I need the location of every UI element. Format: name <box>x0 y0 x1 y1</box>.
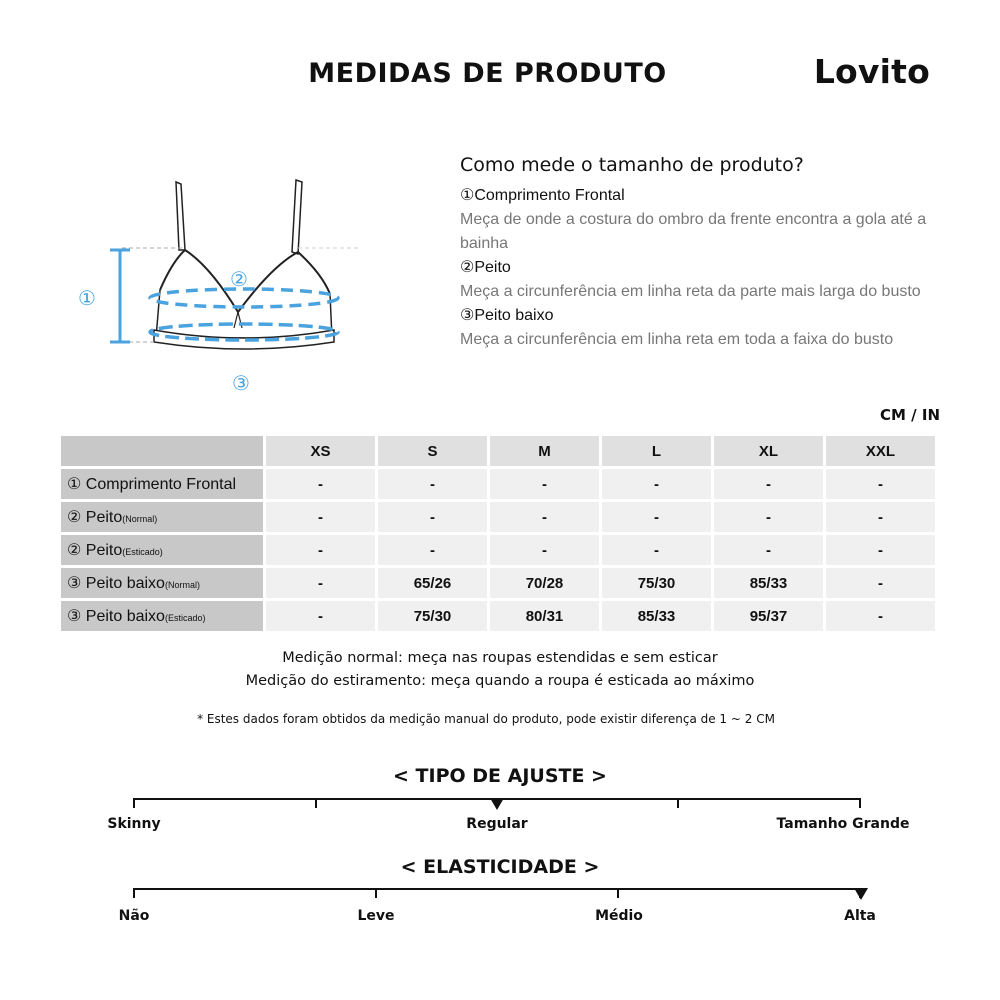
marker-3: ③ <box>232 371 250 395</box>
marker-1: ① <box>78 286 96 310</box>
table-cell: 85/33 <box>714 568 823 598</box>
fit-marker-icon <box>490 798 504 810</box>
table-row <box>61 601 935 631</box>
row-label <box>61 601 263 631</box>
row-label <box>61 535 263 565</box>
elasticity-tick <box>375 888 377 898</box>
fit-label: Tamanho Grande <box>776 816 910 832</box>
table-row <box>61 502 935 532</box>
table-cell: - <box>266 502 375 532</box>
how-to-description: Meça a circunferência em linha reta da parte mais larga do busto <box>460 283 921 300</box>
table-header-row <box>61 436 935 466</box>
fit-tick <box>677 798 679 808</box>
table-cell: - <box>826 535 935 565</box>
row-label <box>61 568 263 598</box>
fit-tick <box>315 798 317 808</box>
size-header: M <box>490 436 599 466</box>
row-label-text: ③ Peito baixo <box>67 608 165 625</box>
table-cell: - <box>266 535 375 565</box>
table-cell: 70/28 <box>490 568 599 598</box>
how-to-heading: ③Peito baixo <box>460 307 554 324</box>
bra-measurement-diagram <box>60 170 380 410</box>
table-row <box>61 568 935 598</box>
table-cell: - <box>602 469 711 499</box>
table-cell: - <box>714 502 823 532</box>
table-cell: 75/30 <box>602 568 711 598</box>
table-cell: - <box>826 469 935 499</box>
table-cell: - <box>266 568 375 598</box>
how-to-heading: ①Comprimento Frontal <box>460 187 625 204</box>
note-normal: Medição normal: meça nas roupas estendidas e sem esticar <box>282 650 718 666</box>
elasticity-scale-line <box>133 888 861 890</box>
table-cell: - <box>378 502 487 532</box>
marker-2: ② <box>230 267 248 291</box>
elasticity-marker-icon <box>854 888 868 900</box>
table-cell: 95/37 <box>714 601 823 631</box>
row-label <box>61 469 263 499</box>
table-cell: - <box>602 535 711 565</box>
table-row <box>61 469 935 499</box>
unit-label: CM / IN <box>880 406 940 424</box>
row-label-text: ① Comprimento Frontal <box>67 476 237 493</box>
how-to-heading: ②Peito <box>460 259 511 276</box>
row-label-text: ② Peito <box>67 509 123 526</box>
fit-label: Regular <box>466 816 528 832</box>
table-cell: - <box>826 502 935 532</box>
table-cell: 75/30 <box>378 601 487 631</box>
elasticity-tick <box>617 888 619 898</box>
note-stretch: Medição do estiramento: meça quando a roupa é esticada ao máximo <box>245 673 755 689</box>
fit-label: Skinny <box>107 816 161 832</box>
table-cell: - <box>490 469 599 499</box>
table-cell: 80/31 <box>490 601 599 631</box>
fit-title: < TIPO DE AJUSTE > <box>393 765 607 787</box>
size-header: L <box>602 436 711 466</box>
size-header: XXL <box>826 436 935 466</box>
size-table <box>58 433 938 634</box>
table-cell: - <box>490 535 599 565</box>
table-row <box>61 535 935 565</box>
elasticity-label: Leve <box>357 908 395 924</box>
how-to-question: Como mede o tamanho de produto? <box>460 154 804 176</box>
table-cell: - <box>266 601 375 631</box>
how-to-description: Meça de onde a costura do ombro da frente encontra a gola até a bainha <box>460 211 927 252</box>
row-label-sub: (Normal) <box>122 514 158 524</box>
table-cell: - <box>826 601 935 631</box>
elasticity-label: Não <box>118 908 150 924</box>
row-label-sub: (Esticado) <box>122 547 163 557</box>
row-label-text: ② Peito <box>67 542 123 559</box>
row-label <box>61 502 263 532</box>
how-to-description: Meça a circunferência em linha reta em toda a faixa do busto <box>460 331 894 348</box>
table-cell: - <box>826 568 935 598</box>
row-label-sub: (Normal) <box>164 580 200 590</box>
table-cell: - <box>714 535 823 565</box>
fit-tick <box>133 798 135 808</box>
table-cell: - <box>490 502 599 532</box>
table-cell: - <box>714 469 823 499</box>
brand-logo: Lovito <box>813 52 930 91</box>
row-label-text: ③ Peito baixo <box>67 575 165 592</box>
table-cell: 85/33 <box>602 601 711 631</box>
elasticity-tick <box>133 888 135 898</box>
size-header: XS <box>266 436 375 466</box>
row-label-sub: (Esticado) <box>164 613 206 623</box>
fit-tick <box>859 798 861 808</box>
elasticity-label: Alta <box>844 908 876 924</box>
page-title: MEDIDAS DE PRODUTO <box>308 58 667 89</box>
table-cell: - <box>602 502 711 532</box>
table-cell: - <box>378 535 487 565</box>
table-corner-cell <box>61 436 263 466</box>
size-header: XL <box>714 436 823 466</box>
elasticity-label: Médio <box>595 908 643 924</box>
table-cell: 65/26 <box>378 568 487 598</box>
size-header: S <box>378 436 487 466</box>
elasticity-title: < ELASTICIDADE > <box>400 856 600 878</box>
disclaimer: * Estes dados foram obtidos da medição manual do produto, pode existir diferença de 1 ~ 2 CM <box>197 712 775 726</box>
how-to-measure <box>460 154 960 352</box>
table-cell: - <box>266 469 375 499</box>
table-cell: - <box>378 469 487 499</box>
